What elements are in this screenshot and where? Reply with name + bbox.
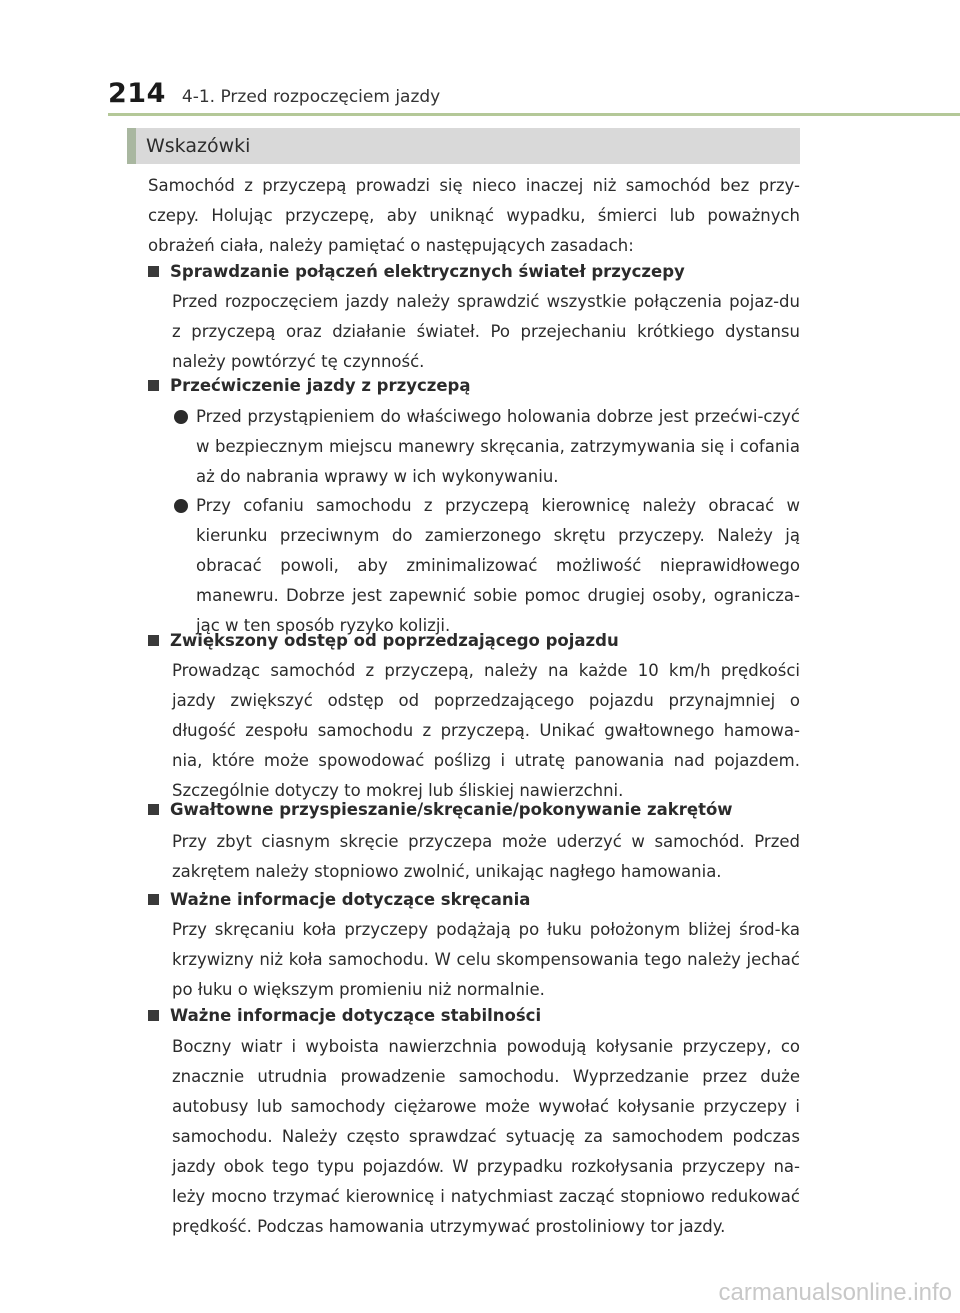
subsection-heading bbox=[148, 631, 619, 650]
square-bullet-icon bbox=[148, 894, 159, 905]
bullet-text: Przy cofaniu samochodu z przyczepą kierownicę należy obracać w kierunku przeciwnym do zamierzonego skrętu przyczepy. Należy ją obracać powoli, aby zminimalizować możliwość nieprawidłowego manewru. Dobrze jest zapewnić sobie pomoc drugiej osoby, ogranicza-jąc w ten sposób ryzyko kolizji. bbox=[196, 496, 800, 635]
square-bullet-icon bbox=[148, 804, 159, 815]
subsection-text: Prowadząc samochód z przyczepą, należy na każde 10 km/h prędkości jazdy zwiększyć odstęp od poprzedzającego pojazdu przynajmniej o długość zespołu samochodu z przyczepą. Unikać gwałtownego hamowa-nia, które może spowodować poślizg i utratę panowania nad pojazdem. Szczególnie dotyczy to mokrej lub śliskiej nawierzchni. bbox=[172, 661, 800, 800]
subsection-title: Gwałtowne przyspieszanie/skręcanie/pokonywanie zakrętów bbox=[170, 800, 733, 819]
subsection-heading bbox=[148, 1006, 541, 1025]
square-bullet-icon bbox=[148, 266, 159, 277]
page-header bbox=[108, 78, 440, 109]
subsection-text: Przed rozpoczęciem jazdy należy sprawdzić wszystkie połączenia pojaz-du z przyczepą oraz działanie świateł. Po przejechaniu krótkiego dystansu należy powtórzyć tę czynność. bbox=[172, 292, 800, 371]
subsection-title: Sprawdzanie połączeń elektrycznych świateł przyczepy bbox=[170, 262, 685, 281]
subsection-heading bbox=[148, 376, 471, 395]
subsection-heading bbox=[148, 262, 685, 281]
subsection-heading bbox=[148, 890, 530, 909]
square-bullet-icon bbox=[148, 635, 159, 646]
subsection-text: Przy skręcaniu koła przyczepy podążają po łuku położonym bliżej środ-ka krzywizny niż koła samochodu. W celu skompensowania tego należy jechać po łuku o większym promieniu niż normalnie. bbox=[172, 920, 800, 999]
subsection-title: Przećwiczenie jazdy z przyczepą bbox=[170, 376, 471, 395]
subsection-title: Ważne informacje dotyczące stabilności bbox=[170, 1006, 542, 1025]
bullet-text: Przed przystąpieniem do właściwego holowania dobrze jest przećwi-czyć w bezpiecznym miejscu manewry skręcania, zatrzymywania się i cofania aż do nabrania wprawy w ich wykonywaniu. bbox=[196, 407, 800, 486]
watermark: carmanualsonline.info bbox=[718, 1279, 952, 1306]
subsection-text: Boczny wiatr i wyboista nawierzchnia powodują kołysanie przyczepy, co znacznie utrudnia prowadzenie samochodu. Wyprzedzanie przez duże autobusy lub samochody ciężarowe może wywołać kołysanie przyczepy i samochodu. Należy często sprawdzać sytuację za samochodem podczas jazdy obok tego typu pojazdów. W przypadku rozkołysania przyczepy na-leży mocno trzymać kierownicę i natychmiast zacząć stopniowo redukować prędkość. Podczas hamowania utrzymywać prostoliniowy tor jazdy. bbox=[172, 1037, 800, 1236]
subsection-title: Ważne informacje dotyczące skręcania bbox=[170, 890, 531, 909]
square-bullet-icon bbox=[148, 1010, 159, 1021]
intro-paragraph: Samochód z przyczepą prowadzi się nieco inaczej niż samochód bez przy-czepy. Holując przyczepę, aby uniknąć wypadku, śmierci lub poważnych obrażeń ciała, należy pamiętać o następujących zasadach: bbox=[148, 176, 800, 255]
square-bullet-icon bbox=[148, 380, 159, 391]
header-divider bbox=[108, 113, 960, 116]
subsection-heading bbox=[148, 800, 733, 819]
subsection-title: Zwiększony odstęp od poprzedzającego pojazdu bbox=[170, 631, 619, 650]
subsection-text: Przy zbyt ciasnym skręcie przyczepa może uderzyć w samochód. Przed zakrętem należy stopniowo zwolnić, unikając nagłego hamowania. bbox=[172, 832, 800, 881]
chapter-title: 4-1. Przed rozpoczęciem jazdy bbox=[181, 87, 441, 107]
round-bullet-icon bbox=[174, 410, 188, 424]
section-title: Wskazówki bbox=[146, 135, 251, 157]
section-heading-bar bbox=[127, 128, 800, 164]
round-bullet-icon bbox=[174, 499, 188, 513]
page-number: 214 bbox=[108, 78, 166, 109]
